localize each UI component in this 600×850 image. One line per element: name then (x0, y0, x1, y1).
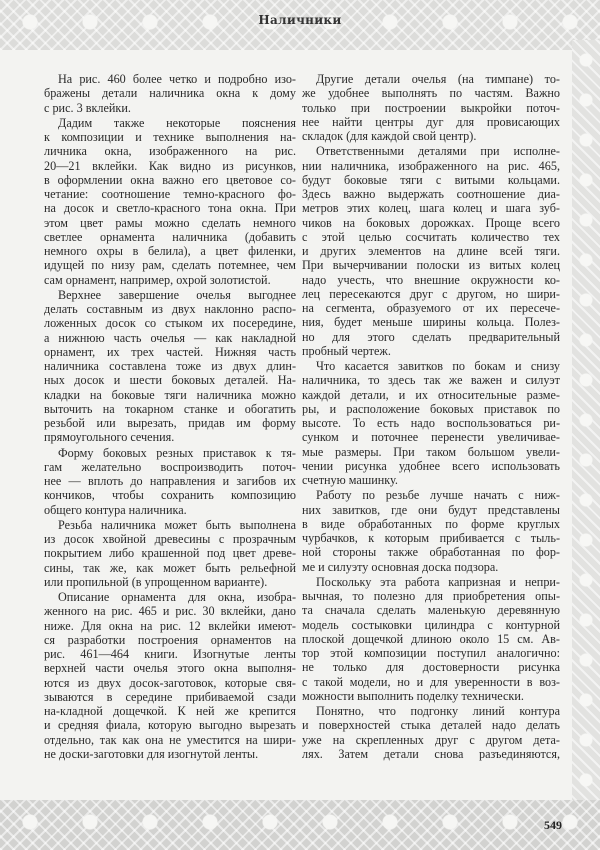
text-line: четание: соотношение темно-красного фо- (44, 187, 296, 201)
text-line: из досок хвойной древесины с прозрачным (44, 532, 296, 546)
text-line: резьбой или вырезать, придав им форму (44, 416, 296, 430)
text-line: ры, и расположение боковых приставок по (302, 401, 560, 416)
running-header-title: Наличники (258, 13, 342, 27)
text-line: модель состыковки цилиндра с контурной (302, 617, 560, 632)
text-line: женного на рис. 465 и рис. 30 вклейки, дано (44, 604, 296, 619)
text-line: чении рисунка удобнее всего использовать (302, 458, 560, 473)
text-line: этом цвет рамы можно сделать немного (44, 215, 296, 230)
side-ornament-strip (572, 40, 600, 820)
text-line: только при построении выкройки поточ- (302, 100, 560, 115)
text-line: Работу по резьбе лучше начать с ниж- (316, 488, 560, 503)
text-line: Дадим также некоторые пояснения (58, 115, 296, 130)
text-line: ния, будет меньше ширины кольца. Полез- (302, 315, 560, 330)
paragraph (302, 575, 560, 703)
text-line: сам орнамент, например, охрой золотистой. (44, 272, 271, 287)
text-line: Что касается завитков по бокам и снизу (316, 359, 560, 373)
text-line: Форму боковых резных приставок к тя- (58, 445, 296, 460)
text-line: на-кладной дощечкой. К ней же крепится (44, 704, 296, 718)
text-line: каждой детали, и их относительные разме- (302, 387, 560, 402)
text-line: но для этого сделать предварительный (302, 329, 560, 344)
text-line: ся разработки построения орнаментов на (44, 632, 296, 647)
text-line: рис. 461—464 книги. Изогнутые ленты (44, 647, 296, 661)
text-line: чурбачков, к которым прибивается с тыль- (302, 531, 560, 545)
text-line: плоской дощечкой длиною около 15 см. Ав- (302, 631, 560, 646)
text-line: в оформлении окна важно его цветовое со- (44, 172, 296, 187)
paragraph (302, 72, 560, 143)
text-line: с такой модели, но и для уверенности в воз- (302, 674, 560, 689)
paragraph (302, 704, 560, 761)
text-line: будут боковые тяги с витыми кольцами. (302, 172, 560, 187)
text-line: надо учесть, что внешние окружности ко- (302, 272, 560, 287)
text-line: Понятно, что подгонку линий контура (316, 704, 560, 718)
text-line: кладки на боковые тяги наличника можно (44, 387, 296, 402)
text-line: чиков на боковых дорожках. Проще всего (302, 215, 560, 230)
text-line: гам желательно воспроизводить поточ- (44, 459, 296, 474)
paragraph (44, 590, 296, 761)
text-line: высоте. То есть надо воспользоваться ри- (302, 416, 560, 430)
text-line: в виде обработанных по форме круглых (302, 516, 560, 531)
paragraph (44, 116, 296, 287)
text-line: сины, так же, как может быть рельефной (44, 560, 296, 575)
text-line: орнамент, их трех частей. Нижняя часть (44, 344, 296, 359)
paragraph (302, 359, 560, 487)
text-line: ложенных досок со стыком их посередине, (44, 316, 296, 331)
text-line: кончиков, чтобы сохранить композицию (44, 488, 296, 503)
text-line: них завитков, где они будут представлены (302, 502, 560, 517)
text-line: к композиции и технике выполнения на- (44, 130, 296, 144)
text-line: наличника составлена тоже из двух длин- (44, 359, 296, 373)
text-line: на досок и светло-красного тона окна. При (44, 201, 296, 216)
text-line: или пропильной (в упрощенном варианте). (44, 574, 268, 589)
text-line: тор этой композиции поступил аналогично: (302, 646, 560, 660)
footer-ornament-band (0, 800, 600, 850)
text-line: Здесь важно выдержать соотношение диа- (302, 187, 560, 201)
paragraph (44, 518, 296, 589)
text-line: Другие детали очелья (на тимпане) то- (316, 72, 560, 86)
text-line: наличника, то здесь так же важен и силуэт (302, 373, 560, 388)
text-line: отдельно, так как она не уместится на шири- (44, 732, 296, 747)
paragraph (302, 144, 560, 358)
text-line: немного охры в белила), а цвет филенки, (44, 244, 296, 258)
text-line: же удобнее выполнять по частям. Важно (302, 86, 560, 101)
text-line: ной стороны также обработанная по фор- (302, 545, 560, 560)
text-line: сунком и поточнее перенести увеличивае- (302, 430, 560, 445)
text-line: Верхнее завершение очелья выгоднее (58, 287, 296, 302)
left-column (44, 72, 296, 762)
page-number: 549 (544, 818, 562, 832)
text-line: Описание орнамента для окна, изобра- (58, 590, 296, 604)
text-line: можности выполнить поделку технически. (302, 688, 524, 703)
text-line: На рис. 460 более четко и подробно изо- (58, 72, 296, 86)
text-line: с рис. 3 вклейки. (44, 100, 131, 115)
text-line: вычная, то полезно для приобретения опы- (302, 589, 560, 603)
text-line: бражены детали наличника окна к дому (44, 86, 296, 101)
text-line: нии наличника, изображенного на рис. 465, (302, 158, 560, 173)
text-line: ме и силуэту основная доска подзора. (302, 559, 499, 574)
text-line: личника окна, изображенного на рис. (44, 144, 296, 159)
text-line: и средняя фиала, которую выгодно вырезать (44, 718, 296, 733)
text-line: При вычерчивании полоски из витых колец (302, 258, 560, 273)
text-line: нее найти центры дуг для провисающих (302, 114, 560, 129)
text-line: метров этих колец, шага колец и шага зуб- (302, 201, 560, 216)
text-line: общего контура наличника. (44, 502, 187, 517)
text-line: мые размеры. При таком большом увели- (302, 444, 560, 459)
text-line: на сегмента, образуемого от их пересече- (302, 301, 560, 315)
right-column (302, 72, 560, 762)
text-line: уже на скрепленных друг с другом дета- (302, 732, 560, 747)
text-line: счетную машинку. (302, 473, 398, 487)
text-line: верхней части очелья этого окна выполня- (44, 661, 296, 676)
text-line: светлее орнамента наличника (добавить (44, 229, 296, 244)
text-line: с этой целью сосчитать количество тех (302, 229, 560, 244)
text-line: не доски-заготовки для изогнутой ленты. (44, 746, 259, 761)
text-line: идущей по низу рам, сделать потемнее, чем (44, 258, 296, 273)
text-line: прямоугольного сечения. (44, 430, 175, 445)
paragraph (44, 288, 296, 445)
text-line: Резьба наличника может быть выполнена (58, 517, 296, 532)
text-line: складок (для каждой свой центр). (302, 129, 477, 143)
text-line: и поверхностей стыка деталей надо делать (302, 718, 560, 733)
text-line: не только для достоверности рисунка (302, 660, 560, 675)
text-line: покрытием либо крашенной под цвет древе- (44, 546, 296, 561)
text-line: та сначала сделать маленькую деревянную (302, 603, 560, 618)
text-line: ются из двух досок-заготовок, которые свя- (44, 675, 296, 690)
text-line: нее — вплоть до направления и загибов их (44, 474, 296, 488)
text-line: 20—21 вклейки. Как видно из рисунков, (44, 158, 296, 173)
text-line: пробный чертеж. (302, 343, 391, 358)
text-line: лец пересекаются друг с другом, но шири- (302, 286, 560, 301)
text-line: выточить на токарном станке и обогатить (44, 401, 296, 416)
text-line: делать составным из двух наклонно распо- (44, 302, 296, 316)
paragraph (44, 72, 296, 115)
text-line: Ответственными деталями при исполне- (316, 144, 560, 159)
text-line: ниже. Для окна на рис. 12 вклейки имеют- (44, 618, 296, 633)
text-line: лях. Затем детали снова разъединяются, (302, 746, 560, 761)
paragraph (302, 488, 560, 574)
text-line: зываются в середине прибиваемой сзади (44, 689, 296, 704)
text-line: и других элементов на длине всей тяги. (302, 244, 560, 258)
paragraph (44, 446, 296, 517)
text-line: а нижнюю часть очелья — как накладной (44, 330, 296, 345)
text-line: ных досок и шести боковых деталей. На- (44, 373, 296, 388)
text-line: Поскольку эта работа капризная и непри- (316, 574, 560, 589)
